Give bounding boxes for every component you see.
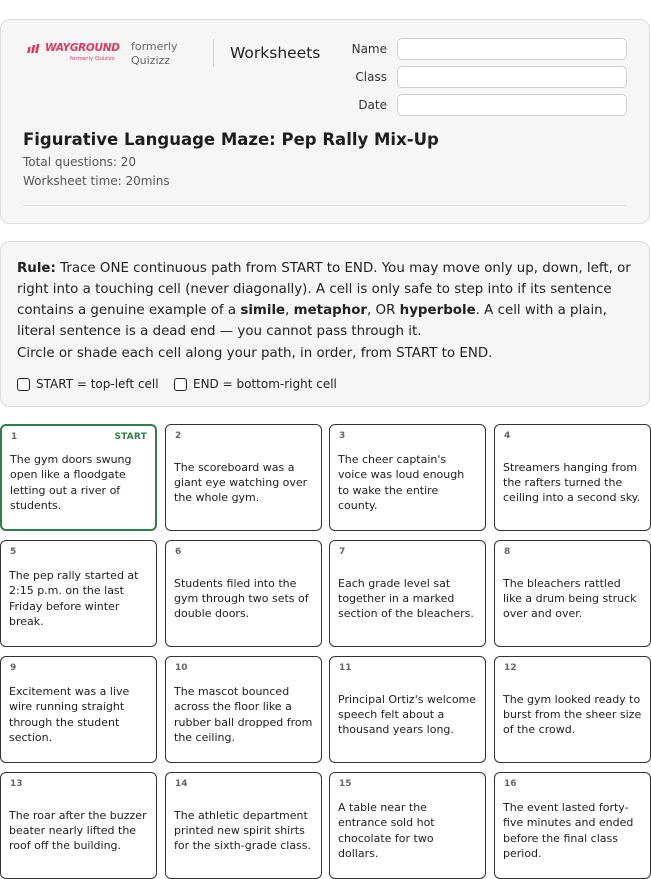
cell-sentence: The cheer captain's voice was loud enough to wake the entire county. — [338, 452, 465, 512]
cell-sentence: Streamers hanging from the rafters turned the ceiling into a second sky. — [503, 460, 641, 505]
rule-label: Rule: — [17, 261, 56, 276]
start-tag: START — [114, 432, 147, 442]
maze-cell[interactable] — [329, 772, 486, 879]
maze-cell[interactable] — [494, 772, 651, 879]
cell-number: 9 — [10, 663, 17, 673]
maze-cell[interactable] — [0, 540, 157, 647]
date-field[interactable] — [397, 94, 627, 116]
cell-number: 6 — [175, 547, 182, 557]
cell-sentence: Each grade level sat together in a marked section of the bleachers. — [338, 576, 474, 621]
rule-paragraph — [17, 258, 637, 342]
class-field[interactable] — [397, 66, 627, 88]
cell-number: 1 — [11, 432, 18, 442]
cell-number: 13 — [10, 779, 23, 789]
cell-number: 3 — [339, 431, 346, 441]
hyperbole-term: hyperbole — [399, 303, 476, 318]
legend-end — [174, 377, 337, 391]
cell-sentence: The athletic department printed new spirit shirts for the sixth-grade class. — [174, 808, 312, 853]
class-label: Class — [355, 70, 387, 84]
cell-number: 15 — [339, 779, 352, 789]
cell-sentence: Students filed into the gym through two sets of double doors. — [174, 576, 309, 621]
cell-number: 12 — [504, 663, 517, 673]
logo-text: WAYGROUND — [45, 42, 120, 54]
logo-mark-icon — [29, 44, 43, 54]
rule-comma: , — [285, 303, 294, 318]
cell-sentence: The mascot bounced across the floor like a rubber ball dropped from the ceiling. — [174, 684, 313, 744]
end-checkbox[interactable] — [174, 378, 187, 391]
cell-sentence: Excitement was a live wire running straight through the student section. — [9, 684, 130, 744]
maze-cell[interactable] — [329, 656, 486, 763]
cell-sentence: Principal Ortiz's welcome speech felt about a thousand years long. — [338, 692, 477, 737]
maze-cell[interactable] — [0, 424, 157, 531]
simile-term: simile — [240, 303, 286, 318]
legend-start-label: START = top-left cell — [36, 377, 159, 391]
maze-cell[interactable] — [329, 424, 486, 531]
cell-number: 14 — [175, 779, 188, 789]
cell-sentence: The scoreboard was a giant eye watching over the whole gym. — [174, 460, 308, 505]
maze-cell[interactable] — [494, 424, 651, 531]
maze-cell[interactable] — [165, 656, 322, 763]
maze-cell[interactable] — [0, 656, 157, 763]
cell-sentence: The gym looked ready to burst from the sheer size of the crowd. — [503, 692, 642, 737]
cell-number: 8 — [504, 547, 511, 557]
maze-cell[interactable] — [165, 424, 322, 531]
start-checkbox[interactable] — [17, 378, 30, 391]
maze-cell[interactable] — [329, 540, 486, 647]
maze-cell[interactable] — [494, 540, 651, 647]
legend-end-label: END = bottom-right cell — [193, 377, 337, 391]
section-title: Worksheets — [230, 44, 321, 62]
formerly-quizizz-text: formerly Quizizz — [131, 40, 178, 67]
total-questions: Total questions: 20 — [23, 155, 137, 169]
maze-cell[interactable] — [165, 540, 322, 647]
maze-cell[interactable] — [165, 772, 322, 879]
rule-text-part1: Trace ONE continuous path from START to END. You may move only up, down, left, or right into a touching cell (never diagonally). A cell is only safe to step into if its sentence contains a genuine example of a — [17, 261, 631, 318]
metaphor-term: metaphor — [293, 303, 368, 318]
cell-number: 5 — [10, 547, 17, 557]
cell-number: 7 — [339, 547, 346, 557]
maze-cell[interactable] — [0, 772, 157, 879]
cell-number: 10 — [175, 663, 188, 673]
cell-number: 4 — [504, 431, 511, 441]
cell-number: 11 — [339, 663, 352, 673]
date-label: Date — [358, 98, 387, 112]
name-label: Name — [351, 42, 387, 56]
cell-sentence: The event lasted forty-five minutes and ended before the final class period. — [503, 800, 634, 860]
worksheet-time: Worksheet time: 20mins — [23, 174, 170, 188]
cell-sentence: The roar after the buzzer beater nearly lifted the roof off the building. — [9, 808, 147, 853]
wayground-logo — [29, 42, 119, 64]
cell-sentence: The pep rally started at 2:15 p.m. on the last Friday before winter break. — [9, 568, 139, 628]
cell-sentence: The bleachers rattled like a drum being struck over and over. — [503, 576, 637, 621]
cell-sentence: A table near the entrance sold hot chocolate for two dollars. — [338, 800, 435, 860]
worksheet-title: Figurative Language Maze: Pep Rally Mix-Up — [23, 130, 439, 149]
header-separator — [23, 205, 627, 206]
legend-start — [17, 377, 159, 391]
rule-or: , OR — [367, 303, 400, 318]
header-divider — [213, 39, 214, 67]
name-field[interactable] — [397, 38, 627, 60]
cell-sentence: The gym doors swung open like a floodgate letting out a river of students. — [10, 452, 132, 512]
cell-number: 16 — [504, 779, 517, 789]
instruction-text: Circle or shade each cell along your path, in order, from START to END. — [17, 346, 493, 361]
cell-number: 2 — [175, 431, 182, 441]
logo-subtext: formerly Quizizz — [70, 56, 115, 62]
rule-text-part2: . A cell with a plain, literal sentence is a dead end — you cannot pass through it. — [17, 303, 607, 339]
maze-cell[interactable] — [494, 656, 651, 763]
